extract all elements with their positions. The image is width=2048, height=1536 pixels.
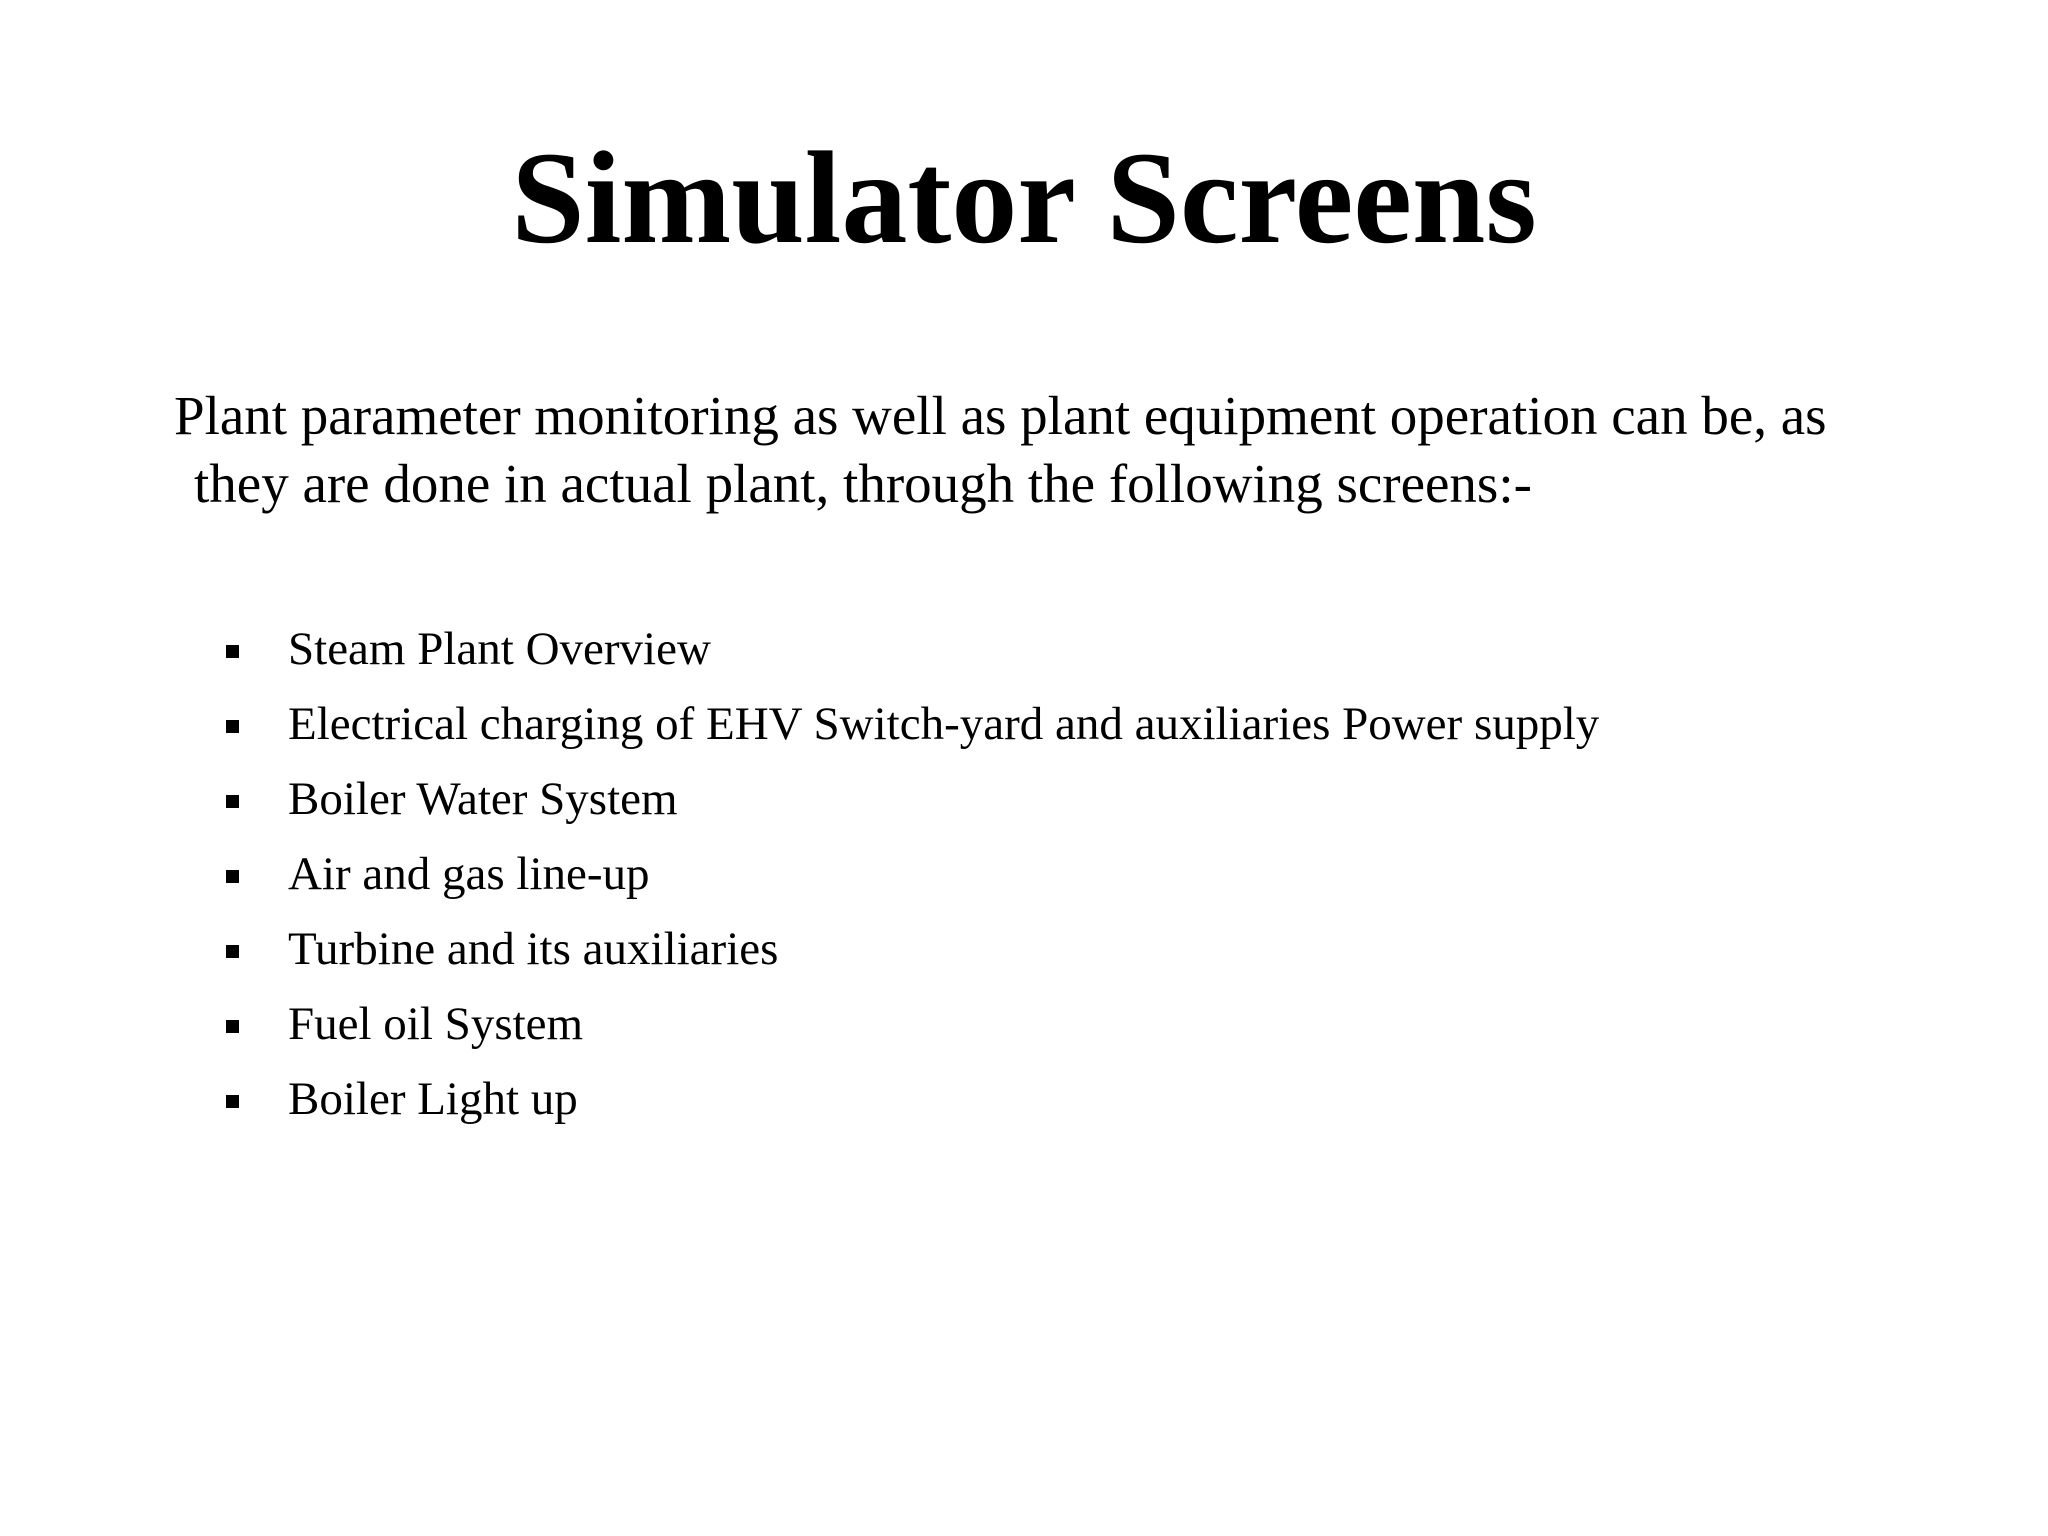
list-item xyxy=(220,987,1599,1062)
list-item-label: Boiler Light up xyxy=(288,1073,578,1125)
intro-paragraph xyxy=(174,382,1934,518)
square-bullet-icon xyxy=(226,945,239,958)
screens-list xyxy=(220,612,1599,1137)
list-item xyxy=(220,687,1599,762)
square-bullet-icon xyxy=(226,795,239,808)
square-bullet-icon xyxy=(226,1020,239,1033)
list-item-label: Turbine and its auxiliaries xyxy=(288,923,779,975)
list-item xyxy=(220,762,1599,837)
square-bullet-icon xyxy=(226,870,239,883)
list-item xyxy=(220,912,1599,987)
list-item-label: Steam Plant Overview xyxy=(288,623,711,675)
intro-line-2: they are done in actual plant, through the following screens:- xyxy=(194,453,1532,514)
list-item xyxy=(220,612,1599,687)
list-item xyxy=(220,1062,1599,1137)
list-item-label: Fuel oil System xyxy=(288,998,584,1050)
square-bullet-icon xyxy=(226,645,239,658)
list-item xyxy=(220,837,1599,912)
square-bullet-icon xyxy=(226,1095,239,1108)
intro-line-1: Plant parameter monitoring as well as plant equipment operation can be, as xyxy=(174,385,1827,446)
list-item-label: Electrical charging of EHV Switch-yard and auxiliaries Power supply xyxy=(288,698,1600,750)
list-item-label: Air and gas line-up xyxy=(288,848,650,900)
square-bullet-icon xyxy=(226,720,239,733)
list-item-label: Boiler Water System xyxy=(288,773,678,825)
slide-title: Simulator Screens xyxy=(511,124,1537,271)
